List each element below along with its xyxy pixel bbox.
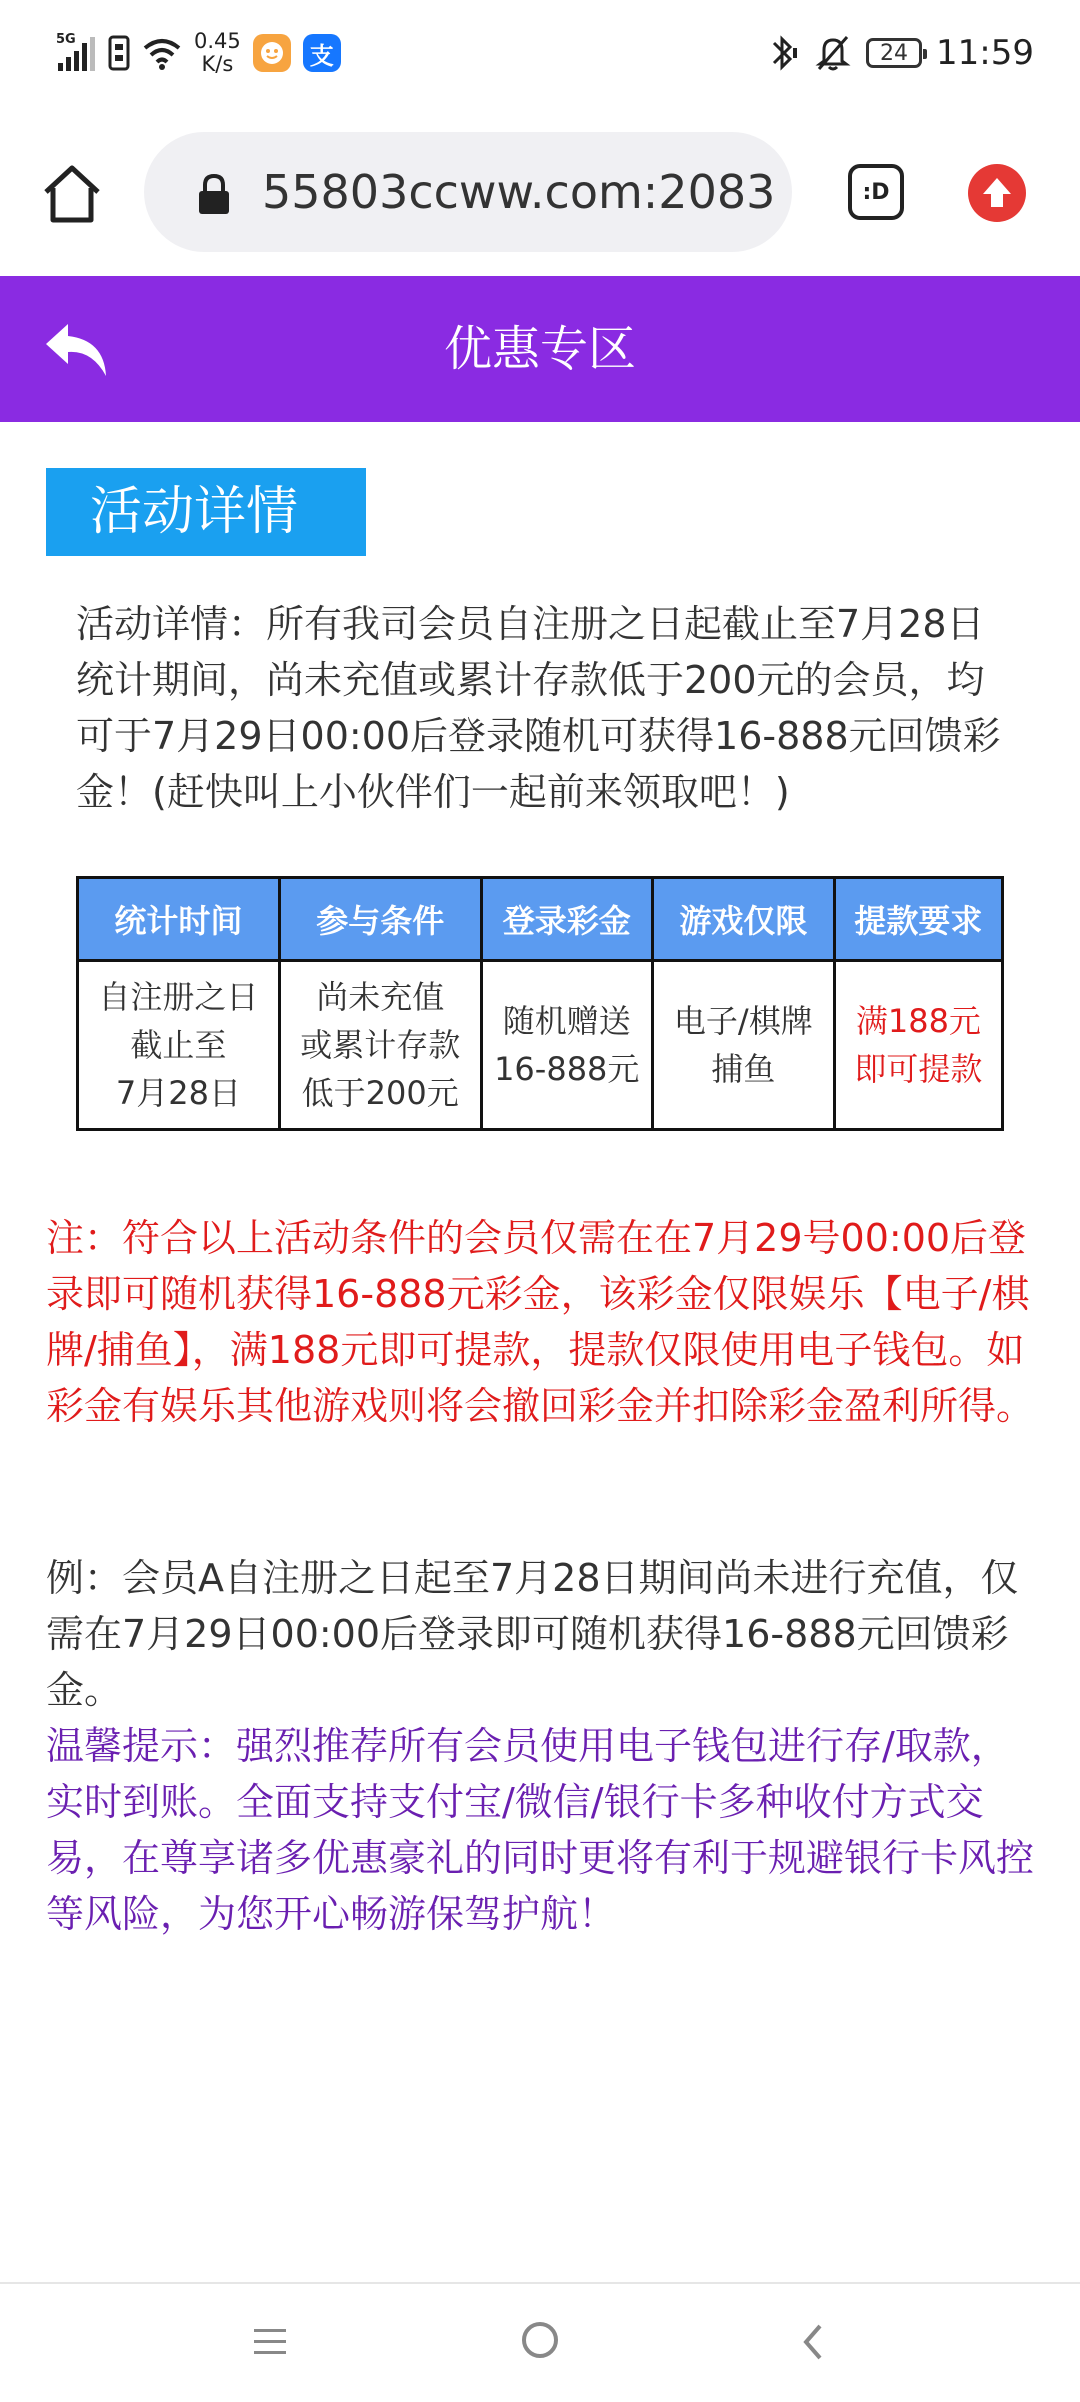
table-header-cell: 游戏仅限	[652, 878, 834, 961]
address-bar[interactable]	[144, 132, 792, 252]
status-right	[766, 28, 1034, 78]
battery-icon	[866, 38, 922, 68]
table-header-cell: 提款要求	[834, 878, 1002, 961]
activity-intro-text: 活动详情：所有我司会员自注册之日起截止至7月28日统计期间，尚未充值或累计存款低于200元的会员，均可于7月29日00:00后登录随机可获得16-888元回馈彩金！(赶快叫上小伙伴们一起前来领取吧！)	[76, 602, 1001, 814]
arrow-up-icon	[968, 164, 1026, 222]
cell-line: 捕鱼	[711, 1050, 776, 1088]
home-nav-icon[interactable]	[522, 2322, 558, 2358]
tabs-button[interactable]: :D	[848, 164, 904, 220]
mute-icon	[814, 33, 852, 73]
table-cell-period	[78, 961, 280, 1130]
net-speed-unit: K/s	[201, 52, 234, 76]
system-nav-bar	[0, 2282, 1080, 2402]
network-type: 5G	[56, 32, 76, 47]
promo-table	[76, 876, 1004, 1131]
cell-line: 随机赠送	[502, 1002, 631, 1040]
status-bar	[0, 0, 1080, 110]
url-text[interactable]: 55803ccww.com:2083	[262, 165, 776, 219]
table-cell-bonus	[481, 961, 652, 1130]
battery-level: 24	[880, 40, 909, 66]
back-arrow-icon	[42, 318, 114, 382]
table-header-cell: 登录彩金	[481, 878, 652, 961]
table-header-cell: 统计时间	[78, 878, 280, 961]
net-speed-value: 0.45	[194, 29, 241, 53]
home-icon	[40, 162, 104, 226]
cell-line: 截止至	[130, 1026, 227, 1064]
net-speed	[194, 30, 241, 76]
table-cell-condition	[279, 961, 481, 1130]
back-nav-icon[interactable]	[794, 2322, 834, 2362]
table-cell-withdrawal	[834, 961, 1002, 1130]
cell-line: 即可提款	[854, 1050, 983, 1088]
back-button[interactable]	[42, 318, 114, 382]
table-header-cell: 参与条件	[279, 878, 481, 961]
section-tab-activity-details: 活动详情	[46, 468, 366, 556]
alipay-glyph: 支	[309, 41, 334, 70]
clock: 11:59	[936, 33, 1034, 73]
cell-line: 低于200元	[301, 1074, 459, 1112]
table-cell-games	[652, 961, 834, 1130]
bluetooth-icon	[766, 33, 800, 73]
cell-line: 或累计存款	[300, 1026, 461, 1064]
tips-text: 温馨提示：强烈推荐所有会员使用电子钱包进行存/取款，实时到账。全面支持支付宝/微信/银行卡多种收付方式交易，在尊享诸多优惠豪礼的同时更将有利于规避银行卡风控等风险，为您开心畅游保驾护航！	[46, 1724, 1035, 1936]
page-header	[0, 276, 1080, 422]
browser-toolbar	[0, 110, 1080, 275]
wifi-icon	[142, 36, 182, 70]
cell-line: 尚未充值	[316, 978, 445, 1016]
cell-line: 16-888元	[494, 1050, 640, 1088]
example-text: 例：会员A自注册之日起至7月28日期间尚未进行充值，仅需在7月29日00:00后登录即可随机获得16-888元回馈彩金。	[46, 1556, 1019, 1712]
signal-icon	[56, 33, 96, 73]
alipay-notification-icon	[303, 34, 341, 72]
cell-line: 7月28日	[115, 1074, 241, 1112]
home-button[interactable]	[40, 162, 104, 226]
recent-apps-icon[interactable]	[252, 2326, 288, 2358]
cell-line: 电子/棋牌	[673, 1002, 813, 1040]
notification-app-icon	[253, 34, 291, 72]
table-row	[78, 961, 1003, 1130]
sim-icon	[108, 35, 130, 71]
table-header-row	[78, 878, 1003, 961]
status-left	[56, 28, 341, 78]
lock-icon	[196, 172, 232, 216]
cell-line: 满188元	[855, 1002, 981, 1040]
page-title: 优惠专区	[443, 321, 636, 377]
note-text: 注：符合以上活动条件的会员仅需在在7月29号00:00后登录即可随机获得16-888元彩金，该彩金仅限娱乐【电子/棋牌/捕鱼】，满188元即可提款，提款仅限使用电子钱包。如彩金有娱乐其他游戏则将会撤回彩金并扣除彩金盈利所得。	[46, 1216, 1035, 1428]
cell-line: 自注册之日	[98, 978, 259, 1016]
update-button[interactable]	[968, 164, 1026, 222]
